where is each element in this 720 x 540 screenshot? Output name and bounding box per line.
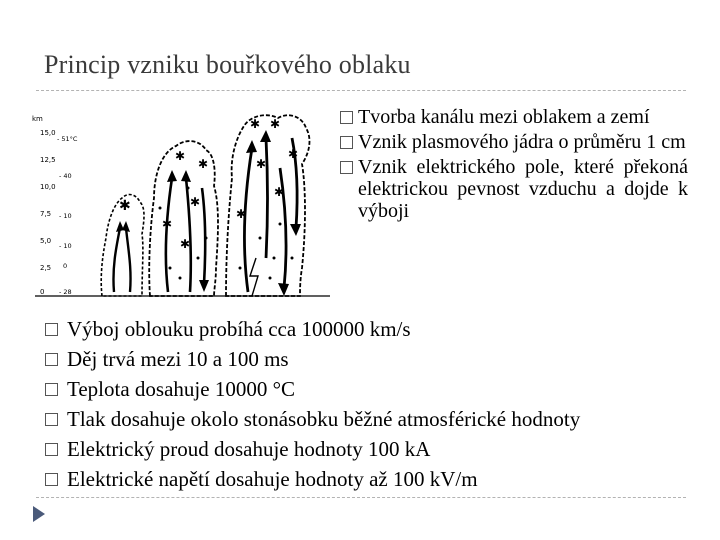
svg-text:✱: ✱ <box>198 157 209 171</box>
scale-label: 0 <box>40 288 45 296</box>
list-item <box>45 314 695 344</box>
list-item-text: Tlak dosahuje okolo stonásobku běžné atmosférické hodnoty <box>67 407 581 431</box>
checkbox-bullet-icon <box>340 161 353 174</box>
lightning-bolt-icon <box>250 258 258 296</box>
svg-text:✱: ✱ <box>162 217 173 231</box>
cloud-development-figure <box>30 108 330 303</box>
scale-label: 5,0 <box>40 237 52 245</box>
temperature-label: - 40 <box>59 172 72 180</box>
list-item-text: Výboj oblouku probíhá cca 100000 km/s <box>67 317 411 341</box>
altitude-scale <box>32 115 56 296</box>
list-item <box>45 344 695 374</box>
lightning-facts-list <box>45 314 695 494</box>
checkbox-bullet-icon <box>340 111 353 124</box>
list-item <box>340 106 688 128</box>
list-item <box>45 464 695 494</box>
scale-label: 10,0 <box>40 183 56 191</box>
list-item-text: Teplota dosahuje 10000 °C <box>67 377 295 401</box>
checkbox-bullet-icon <box>45 443 58 456</box>
scale-label: 7,5 <box>40 210 52 218</box>
svg-text:✱: ✱ <box>119 198 131 214</box>
updraft-arrow <box>126 228 131 292</box>
list-item <box>45 374 695 404</box>
svg-text:✱: ✱ <box>256 157 267 171</box>
list-item-text: Vznik plasmového jádra o průměru 1 cm <box>358 131 686 153</box>
temperature-label: - 28 <box>59 288 72 296</box>
scale-label: 12,5 <box>40 156 56 164</box>
temperature-label: - 10 <box>59 212 72 220</box>
list-item <box>45 434 695 464</box>
updraft-arrow <box>166 178 172 292</box>
scale-label: 15,0 <box>40 129 56 137</box>
list-item-text: Děj trvá mezi 10 a 100 ms <box>67 347 289 371</box>
list-item <box>45 404 695 434</box>
list-item-text: Tvorba kanálu mezi oblakem a zemí <box>358 106 650 128</box>
svg-text:✱: ✱ <box>175 149 186 163</box>
svg-text:✱: ✱ <box>180 237 191 251</box>
temperature-label: - 51°C <box>57 135 78 143</box>
downdraft-arrow <box>202 188 205 284</box>
temperature-label: 0 <box>63 262 68 270</box>
checkbox-bullet-icon <box>340 136 353 149</box>
slide-title: Princip vzniku bouřkového oblaku <box>44 50 411 79</box>
scale-unit: km <box>32 115 43 123</box>
svg-text:✱: ✱ <box>274 185 285 199</box>
footer-divider <box>36 497 686 498</box>
updraft-arrow <box>266 138 268 258</box>
discharge-steps-list <box>340 106 688 225</box>
checkbox-bullet-icon <box>45 383 58 396</box>
checkbox-bullet-icon <box>45 323 58 336</box>
svg-text:✱: ✱ <box>270 117 281 131</box>
checkbox-bullet-icon <box>45 413 58 426</box>
svg-text:✱: ✱ <box>288 147 299 161</box>
svg-text:✱: ✱ <box>250 117 261 131</box>
list-item-text: Elektrické napětí dosahuje hodnoty až 100 kV/m <box>67 467 478 491</box>
list-item <box>340 156 688 222</box>
scale-label: 2,5 <box>40 264 52 272</box>
checkbox-bullet-icon <box>45 353 58 366</box>
list-item <box>340 131 688 153</box>
title-divider <box>36 90 686 91</box>
checkbox-bullet-icon <box>45 473 58 486</box>
temperature-scale <box>57 135 78 296</box>
navigation-arrow-icon[interactable] <box>31 505 47 523</box>
svg-text:✱: ✱ <box>190 195 201 209</box>
list-item-text: Elektrický proud dosahuje hodnoty 100 kA <box>67 437 431 461</box>
temperature-label: - 10 <box>59 242 72 250</box>
list-item-text: Vznik elektrického pole, které překoná elektrickou pevnost vzduchu a dojde k výboji <box>358 156 688 222</box>
svg-text:✱: ✱ <box>236 207 247 221</box>
updraft-arrow <box>113 228 120 292</box>
